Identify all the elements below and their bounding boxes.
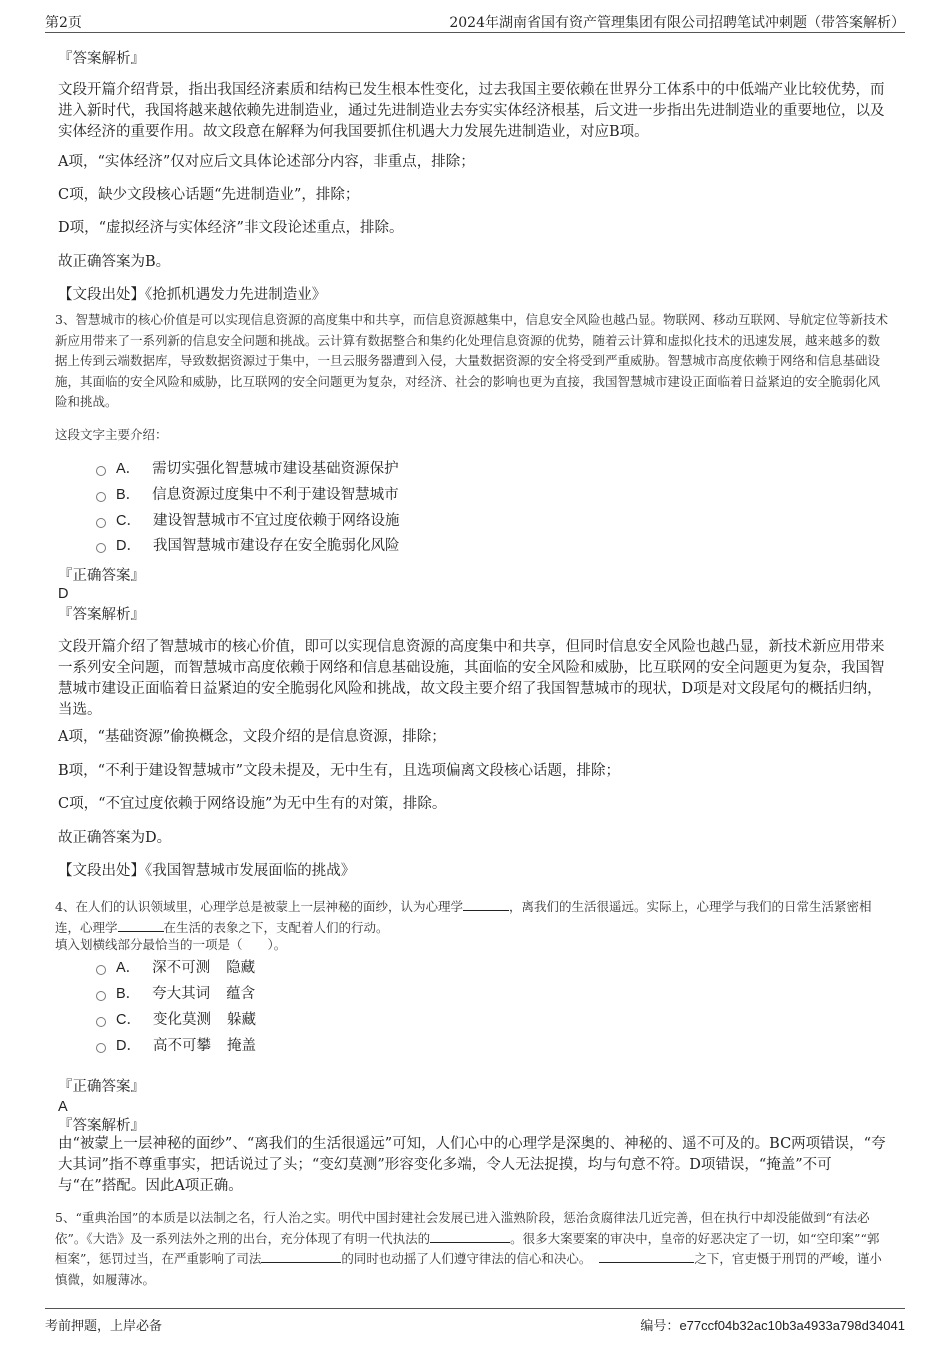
- fill-blank: [430, 1230, 510, 1243]
- document-code: 编号：e77ccf04b32ac10b3a4933a798d34041: [640, 1318, 905, 1334]
- q2-analysis-label: 『答案解析』: [58, 51, 145, 67]
- q2-source-title: 《抢抓机遇发力先进制造业》: [145, 287, 327, 303]
- page-header: [45, 10, 905, 33]
- q3-option-b[interactable]: B． 信息资源过度集中不利于建设智慧城市: [96, 484, 399, 506]
- fill-blank: [118, 919, 164, 932]
- q4-correct-answer: A: [58, 1099, 68, 1115]
- radio-icon[interactable]: [96, 466, 106, 476]
- q5-stem: 5、“重典治国”的本质是以法制之名，行人治之实。明代中国封建社会发展已进入滥熟阶段，惩治贪腐律法几近完善，但在执行中却没能做到“有法必依”。《大诰》及一系列法外之刑的出台，充分体现了有明一代执法的 。很多大案要案的审决中，皇帝的好恶决定了一切，如“空印案”“郭桓案”，惩罚过当，在严重影响了司法 的同时也动摇了人们遵守律法的信心和决心。 之下，官吏慑于刑罚的严峻，谨小慎微，如履薄冰。: [55, 1210, 882, 1287]
- q2-source: [58, 285, 888, 306]
- q3-stem: 3、智慧城市的核心价值是可以实现信息资源的高度集中和共享，而信息资源越集中，信息安全风险也越凸显。物联网、移动互联网、导航定位等新技术新应用带来了一系列新的信息安全问题和挑战。云计算有数据整合和集约化处理信息资源的优势，随着云计算和虚拟化技术的迅速发展，越来越多的数据上传到云端数据库，导致数据资源过于集中，一旦云服务器遭到入侵，大量数据资源的安全将受到严重威胁。智慧城市高度依赖于网络和信息基础设施，其面临的安全风险和威胁，比互联网的安全问题更为复杂，对经济、社会的影响也更为直接，我国智慧城市建设正面临着日益紧迫的安全脆弱化风险和挑战。: [55, 312, 888, 409]
- radio-icon[interactable]: [96, 1043, 106, 1053]
- q3-item-a: A项，“基础资源”偷换概念，文段介绍的是信息资源，排除；: [58, 729, 446, 745]
- q2-item-a: A项，“实体经济”仅对应后文具体论述部分内容，非重点，排除；: [58, 154, 475, 170]
- q2-analysis-text: 文段开篇介绍背景，指出我国经济素质和结构已发生根本性变化，过去我国主要依赖在世界分工体系中的中低端产业比较优势，而进入新时代，我国将越来越依赖先进制造业，通过先进制造业去夯实实体经济根基，后文进一步指出先进制造业的重要地位，以及实体经济的重要作用。故文段意在解释为何我国要抓住机遇大力发展先进制造业，对应B项。: [58, 82, 885, 140]
- q2-item-d: D项，“虚拟经济与实体经济”非文段论述重点，排除。: [58, 220, 404, 236]
- radio-icon[interactable]: [96, 492, 106, 502]
- fill-blank: [261, 1250, 341, 1263]
- radio-icon[interactable]: [96, 543, 106, 553]
- q3-option-c[interactable]: C． 建设智慧城市不宜过度依赖于网络设施: [96, 510, 399, 532]
- q4-prompt: 填入划横线部分最恰当的一项是（ ）。: [55, 937, 287, 952]
- page-footer: [45, 1308, 905, 1337]
- document-title: 2024年湖南省国有资产管理集团有限公司招聘笔试冲刺题（带答案解析）: [449, 15, 905, 31]
- radio-icon[interactable]: [96, 1017, 106, 1027]
- q3-option-d[interactable]: D． 我国智慧城市建设存在安全脆弱化风险: [96, 535, 399, 557]
- q4-stem: 4、在人们的认识领域里，心理学总是被蒙上一层神秘的面纱，认为心理学 ，离我们的生活很遥远。实际上，心理学与我们的日常生活紧密相连，心理学 在生活的表象之下，支配着人们的行动。: [55, 899, 872, 935]
- q3-correct-label: 『正确答案』: [58, 568, 145, 584]
- q4-option-d[interactable]: D． 高不可攀 掩盖: [96, 1035, 256, 1057]
- footer-slogan: 考前押题，上岸必备: [45, 1319, 163, 1334]
- q3-source-title: 《我国智慧城市发展面临的挑战》: [145, 863, 356, 879]
- q4-option-a[interactable]: A． 深不可测 隐藏: [96, 957, 255, 979]
- q2-source-label: 【文段出处】: [58, 287, 145, 303]
- q4-option-c[interactable]: C． 变化莫测 躲藏: [96, 1009, 256, 1031]
- fill-blank: [599, 1250, 694, 1263]
- q4-analysis-label: 『答案解析』: [58, 1118, 145, 1134]
- q2-final-answer: 故正确答案为B。: [58, 254, 171, 270]
- q4-option-b[interactable]: B． 夸大其词 蕴含: [96, 983, 255, 1005]
- radio-icon[interactable]: [96, 965, 106, 975]
- q3-analysis-text: 文段开篇介绍了智慧城市的核心价值，即可以实现信息资源的高度集中和共享，但同时信息安全风险也越凸显，新技术新应用带来一系列安全问题，而智慧城市高度依赖于网络和信息基础设施，其面临的安全风险和威胁，比互联网的安全问题更为复杂，我国智慧城市建设正面临着日益紧迫的安全脆弱化风险和挑战，故文段主要介绍了我国智慧城市的现状，D项是对文段尾句的概括归纳，当选。: [58, 639, 885, 718]
- q3-item-b: B项，“不利于建设智慧城市”文段未提及，无中生有，且选项偏离文段核心话题，排除；: [58, 763, 620, 779]
- q3-option-a[interactable]: A． 需切实强化智慧城市建设基础资源保护: [96, 458, 399, 480]
- q3-source: [58, 861, 888, 882]
- q4-correct-label: 『正确答案』: [58, 1079, 145, 1095]
- q3-item-c: C项，“不宜过度依赖于网络设施”为无中生有的对策，排除。: [58, 796, 447, 812]
- q3-prompt: 这段文字主要介绍：: [55, 427, 168, 442]
- fill-blank: [463, 898, 509, 911]
- q3-source-label: 【文段出处】: [58, 863, 145, 879]
- radio-icon[interactable]: [96, 518, 106, 528]
- q3-analysis-label: 『答案解析』: [58, 607, 145, 623]
- q3-final-answer: 故正确答案为D。: [58, 830, 172, 846]
- q3-correct-answer: D: [58, 586, 69, 602]
- q2-item-c: C项，缺少文段核心话题“先进制造业”，排除；: [58, 187, 360, 203]
- q4-analysis-text: 由“被蒙上一层神秘的面纱”、“离我们的生活很遥远”可知，人们心中的心理学是深奥的、神秘的、遥不可及的。BC两项错误，“夸大其词”指不尊重事实，把话说过了头；“变幻莫测”形容变化多端，令人无法捉摸，均与句意不符。D项错误，“掩盖”不可与“在”搭配。因此A项正确。: [58, 1136, 886, 1194]
- radio-icon[interactable]: [96, 991, 106, 1001]
- page-number: 第2页: [45, 15, 82, 31]
